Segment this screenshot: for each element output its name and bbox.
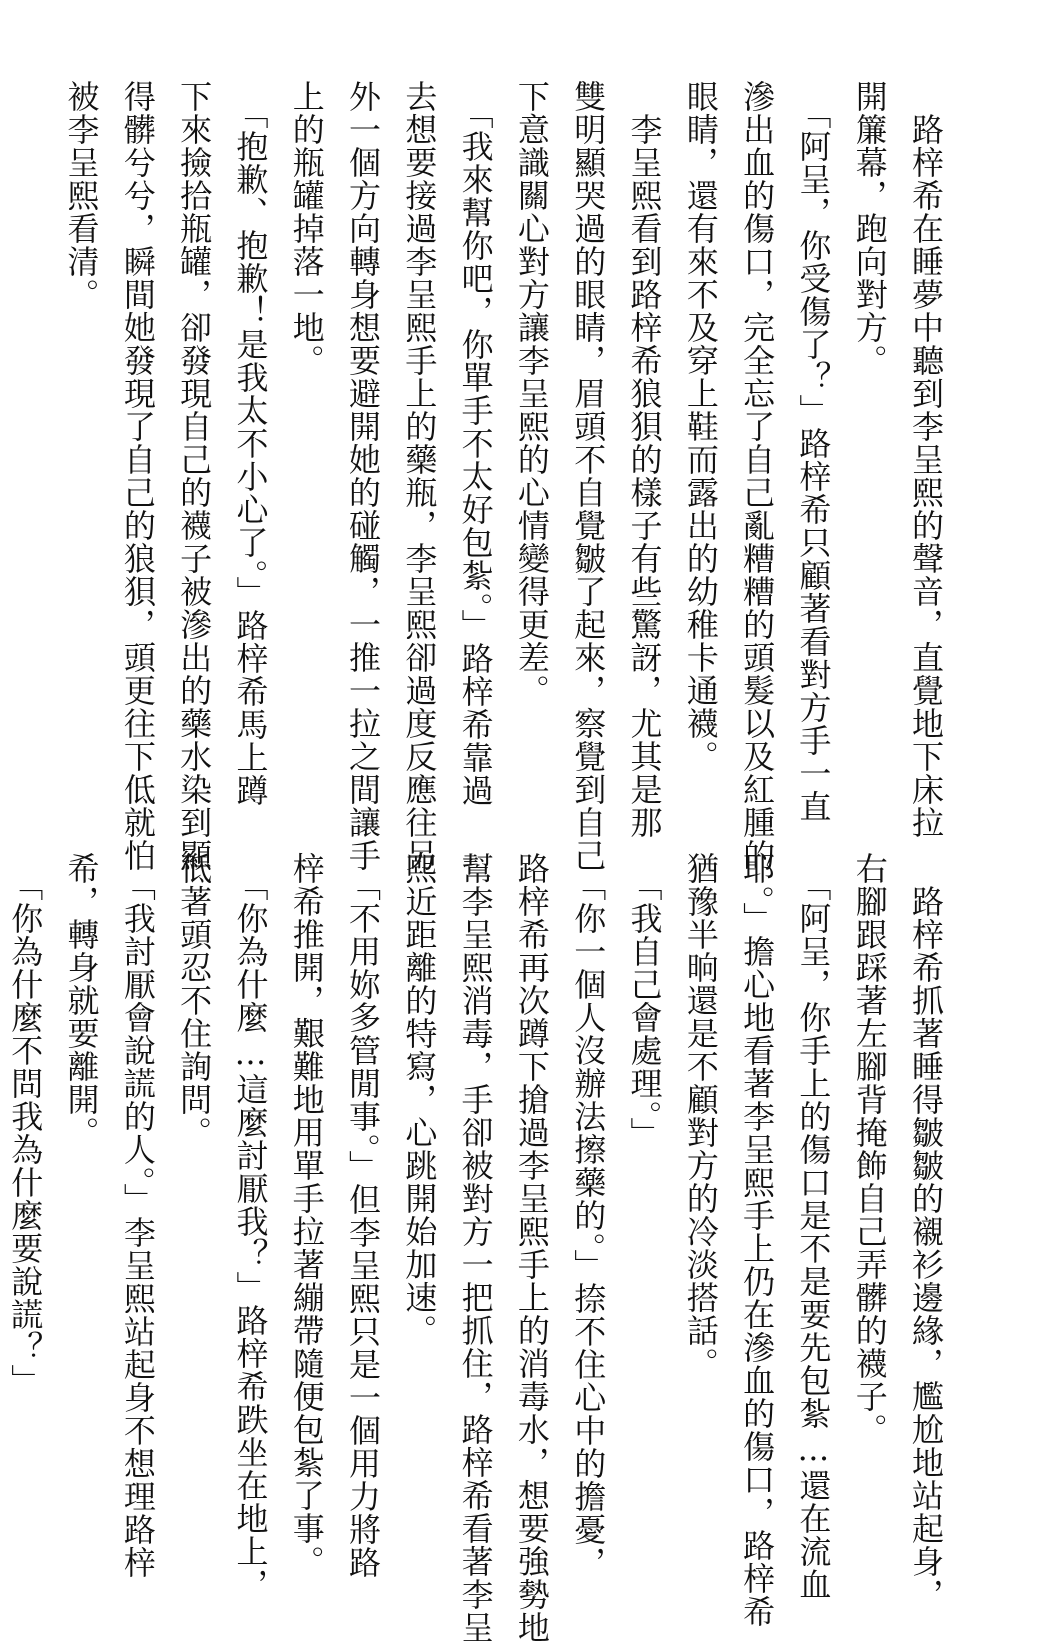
text-column: 「我來幫你吧，你單手不太好包紮。」路梓希靠過 <box>456 80 495 807</box>
text-column: 「你一個人沒辦法擦藥的。」捺不住心中的擔憂， <box>569 852 608 1579</box>
text-column: 李呈熙看到路梓希狼狽的樣子有些驚訝，尤其是那 <box>625 80 664 839</box>
text-column: 上的瓶罐掉落一地。 <box>287 80 326 377</box>
text-column: 「我討厭會說謊的人。」李呈熙站起身不想理路梓 <box>118 852 157 1579</box>
text-block-top <box>0 80 954 872</box>
text-block-bottom <box>0 852 954 1644</box>
text-column: 去想要接過李呈熙手上的藥瓶，李呈熙卻過度反應往另 <box>400 80 439 872</box>
text-column: 幫李呈熙消毒，手卻被對方一把抓住，路梓希看著李呈 <box>456 852 495 1644</box>
text-column: 路梓希在睡夢中聽到李呈熙的聲音，直覺地下床拉 <box>907 80 945 839</box>
text-column: 「你為什麼不問我為什麼要說謊？」 <box>6 852 45 1397</box>
text-column: 雙明顯哭過的眼睛，眉頭不自覺皺了起來，察覺到自己 <box>569 80 608 872</box>
text-column: 「不用妳多管閒事。」但李呈熙只是一個用力將路 <box>344 852 383 1579</box>
text-column: 低著頭忍不住詢問。 <box>175 852 214 1149</box>
text-column: 梓希推開，艱難地用單手拉著繃帶隨便包紮了事。 <box>287 852 326 1578</box>
text-column: 「我自己會處理。」 <box>625 852 664 1150</box>
text-column: 「抱歉、抱歉！是我太不小心了。」路梓希馬上蹲 <box>231 80 270 807</box>
text-column: 外一個方向轉身想要避開她的碰觸，一推一拉之間讓手 <box>344 80 383 872</box>
text-column: 被李呈熙看清。 <box>62 80 101 311</box>
text-column: 耶。」擔心地看著李呈熙手上仍在滲血的傷口，路梓希 <box>738 852 777 1628</box>
text-column: 「阿呈，你手上的傷口是不是要先包紮…還在流血 <box>794 852 833 1601</box>
text-column: 路梓希抓著睡得皺皺的襯衫邊緣，尷尬地站起身， <box>907 852 945 1611</box>
text-column: 下來撿拾瓶罐，卻發現自己的襪子被滲出的藥水染到顯 <box>175 80 214 872</box>
text-column: 下意識關心對方讓李呈熙的心情變得更差。 <box>512 80 551 707</box>
text-column: 開簾幕，跑向對方。 <box>850 80 889 377</box>
text-column: 「阿呈，你受傷了？」路梓希只顧著看對方手一直 <box>794 80 833 823</box>
text-column: 右腳跟踩著左腳背掩飾自己弄髒的襪子。 <box>850 852 889 1446</box>
text-column: 希，轉身就要離開。 <box>62 852 101 1149</box>
text-column: 滲出血的傷口，完全忘了自己亂糟糟的頭髮以及紅腫的 <box>738 80 777 872</box>
text-column: 路梓希再次蹲下搶過李呈熙手上的消毒水，想要強勢地 <box>512 852 551 1644</box>
text-column: 「你為什麼…這麼討厭我？」路梓希跌坐在地上， <box>231 852 270 1601</box>
text-column: 猶豫半晌還是不顧對方的冷淡搭話。 <box>681 852 720 1380</box>
text-column: 得髒兮兮，瞬間她發現了自己的狼狽，頭更往下低就怕 <box>118 80 157 872</box>
text-column: 熙近距離的特寫，心跳開始加速。 <box>400 852 439 1347</box>
text-column: 眼睛，還有來不及穿上鞋而露出的幼稚卡通襪。 <box>681 80 720 773</box>
